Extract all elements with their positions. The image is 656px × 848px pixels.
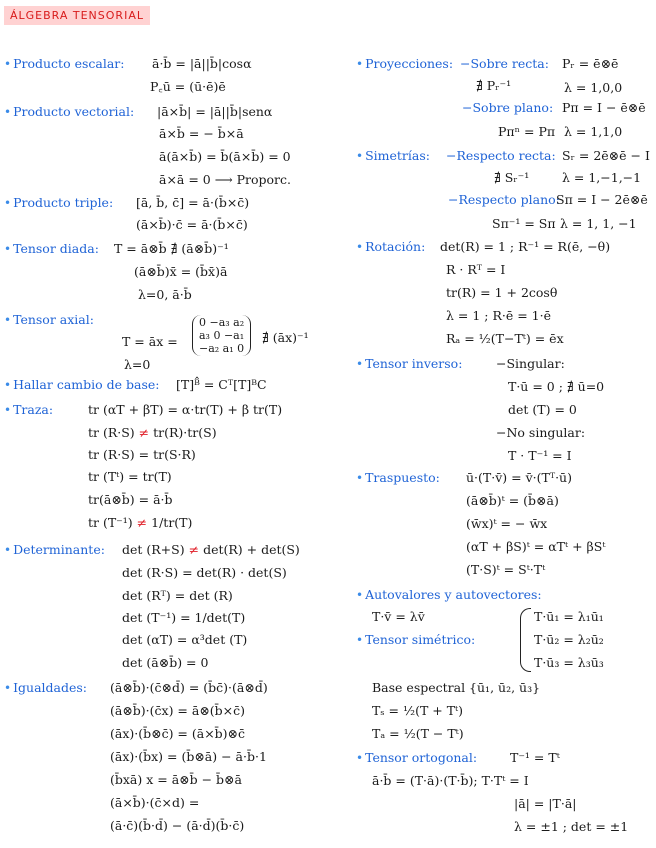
- formula-line: λ=0: [124, 357, 151, 372]
- bullet-icon: •: [4, 543, 12, 557]
- section-tensor-simetrico-head: • Tensor simétrico:: [356, 632, 476, 647]
- formula-line: ā·b̄ = |ā||b̄|cosα: [152, 56, 252, 71]
- section-proyecciones-head: • Proyecciones:: [356, 56, 454, 71]
- formula-line: (ā⊗b̄)ᵗ = (b̄⊗ā): [466, 493, 559, 508]
- bullet-icon: •: [4, 242, 12, 256]
- formula-line: ∄ (āx)⁻¹: [262, 330, 309, 345]
- bullet-icon: •: [4, 57, 12, 71]
- bullet-icon: •: [356, 149, 364, 163]
- formula-line: T = ā⊗b̄ ∄ (ā⊗b̄)⁻¹: [114, 241, 229, 256]
- section-igualdades-head: • Igualdades:: [4, 680, 87, 695]
- formula-line: [T]ᴮ̂ = Cᵀ[T]ᴮC: [176, 377, 267, 392]
- formula-line: Sᵣ = 2ē⊗ē − I: [562, 148, 650, 163]
- formula-line: Rₐ = ½(T−Tᵗ) = ēx: [446, 331, 564, 346]
- bullet-icon: •: [356, 240, 364, 254]
- formula-line: ∄ Sᵣ⁻¹: [494, 170, 530, 185]
- formula-line: R · Rᵀ = I: [446, 262, 506, 277]
- bullet-icon: •: [356, 357, 364, 371]
- section-tensor-diada-head: • Tensor diada:: [4, 241, 99, 256]
- formula-line: P꜀ū = (ū·ē)ē: [150, 79, 226, 94]
- sub-head: −Respecto plano:: [448, 192, 560, 207]
- formula-line: T⁻¹ = Tᵗ: [510, 750, 560, 765]
- bullet-icon: •: [356, 588, 364, 602]
- section-traza-head: • Traza:: [4, 402, 54, 417]
- formula-line: Sπ⁻¹ = Sπ: [492, 216, 556, 231]
- formula-line: det (R+S) ≠ det(R) + det(S): [122, 542, 300, 557]
- formula-line: det(R) = 1 ; R⁻¹ = R(ē, −θ): [440, 239, 611, 254]
- formula-line: ū·(T·v̄) = v̄·(Tᵀ·ū): [466, 470, 572, 485]
- page-title: ÁLGEBRA TENSORIAL: [4, 6, 150, 25]
- formula-line: Sπ = I − 2ē⊗ē: [556, 192, 648, 207]
- formula-line: (T·S)ᵗ = Sᵗ·Tᵗ: [466, 562, 546, 577]
- formula-line: T·ū₃ = λ₃ū₃: [534, 655, 604, 670]
- formula-line: Tₛ = ½(T + Tᵗ): [372, 703, 464, 718]
- formula-line: det (R·S) = det(R) · det(S): [122, 565, 287, 580]
- formula-line: tr(R) = 1 + 2cosθ: [446, 285, 558, 300]
- formula-line: tr (T⁻¹) ≠ 1/tr(T): [88, 515, 193, 530]
- bullet-icon: •: [356, 471, 364, 485]
- sub-head: −Sobre recta:: [460, 56, 549, 71]
- bullet-icon: •: [356, 633, 364, 647]
- section-autovalores-head: • Autovalores y autovectores:: [356, 587, 542, 602]
- matrix-row: 0 −a₃ a₂: [199, 316, 245, 329]
- formula-line: λ = 1,1,0: [564, 124, 623, 139]
- formula-line: (ā×b̄)·(c̄×d) =: [110, 795, 200, 810]
- formula-line: (ā⊗b̄)x̄ = (b̄x̄)ā: [134, 264, 228, 279]
- bullet-icon: •: [4, 403, 12, 417]
- formula-line: (ā⊗b̄)·(c̄x) = ā⊗(b̄×c̄): [110, 703, 246, 718]
- formula-line: Tₐ = ½(T − Tᵗ): [372, 726, 464, 741]
- formula-line: Pᵣ = ē⊗ē: [562, 56, 619, 71]
- formula-line: tr(ā⊗b̄) = ā·b̄: [88, 492, 173, 507]
- section-producto-triple-head: • Producto triple:: [4, 195, 114, 210]
- formula-line: tr (αT + βT) = α·tr(T) + β tr(T): [88, 402, 283, 417]
- formula-line: ∄ Pᵣ⁻¹: [476, 78, 512, 93]
- matrix-row: −a₂ a₁ 0: [199, 342, 245, 355]
- formula-line: λ = 1, 1, −1: [560, 216, 637, 231]
- section-tensor-axial-head: • Tensor axial:: [4, 312, 94, 327]
- formula-line: T·ū₂ = λ₂ū₂: [534, 632, 604, 647]
- section-traspuesto-head: • Traspuesto:: [356, 470, 440, 485]
- formula-line: −No singular:: [496, 425, 586, 440]
- formula-line: det (T) = 0: [508, 402, 577, 417]
- formula-line: T = āx =: [122, 334, 178, 349]
- formula-line: |ā×b̄| = |ā||b̄|senα: [157, 104, 273, 119]
- formula-line: det (ā⊗b̄) = 0: [122, 655, 209, 670]
- formula-line: det (αT) = α³det (T): [122, 632, 248, 647]
- formula-line: (āx)·(b̄⊗c̄) = (ā×b̄)⊗c̄: [110, 726, 246, 741]
- formula-line: T·ū = 0 ; ∄ ū=0: [508, 379, 605, 394]
- section-tensor-ortogonal-head: • Tensor ortogonal:: [356, 750, 478, 765]
- axial-matrix: [192, 315, 251, 356]
- section-producto-escalar-head: • Producto escalar:: [4, 56, 125, 71]
- section-determinante-head: • Determinante:: [4, 542, 105, 557]
- formula-line: ā·b̄ = (T·ā)·(T·b̄); T·Tᵗ = I: [372, 773, 529, 788]
- formula-line: (āx)·(b̄x) = (b̄⊗ā) − ā·b̄·1: [110, 749, 267, 764]
- formula-line: [ā, b̄, c̄] = ā·(b̄×c̄): [136, 195, 250, 210]
- formula-line: Base espectral {ū₁, ū₂, ū₃}: [372, 680, 541, 695]
- section-rotacion-head: • Rotación:: [356, 239, 426, 254]
- formula-line: T·ū₁ = λ₁ū₁: [534, 609, 604, 624]
- formula-line: tr (Tᵗ) = tr(T): [88, 469, 172, 484]
- formula-line: Pπ = I − ē⊗ē: [562, 100, 646, 115]
- sub-head: −Sobre plano:: [462, 100, 554, 115]
- formula-line: (b̄xā) x = ā⊗b̄ − b̄⊗ā: [110, 772, 242, 787]
- formula-line: ā×ā = 0 ⟶ Proporc.: [159, 172, 292, 187]
- system-brace: [520, 608, 531, 672]
- formula-line: (ā⊗b̄)·(c̄⊗d̄) = (b̄c̄)·(ā⊗d̄): [110, 680, 268, 695]
- formula-line: λ=0, ā·b̄: [138, 287, 192, 302]
- bullet-icon: •: [4, 105, 12, 119]
- section-producto-vectorial-head: • Producto vectorial:: [4, 104, 135, 119]
- bullet-icon: •: [4, 313, 12, 327]
- formula-line: Pπⁿ = Pπ: [498, 124, 556, 139]
- bullet-icon: •: [4, 196, 12, 210]
- bullet-icon: •: [356, 57, 364, 71]
- formula-line: λ = ±1 ; det = ±1: [514, 819, 629, 834]
- sub-head: −Respecto recta:: [446, 148, 556, 163]
- bullet-icon: •: [356, 751, 364, 765]
- formula-line: tr (R·S) ≠ tr(R)·tr(S): [88, 425, 217, 440]
- bullet-icon: •: [4, 378, 12, 392]
- bullet-icon: •: [4, 681, 12, 695]
- formula-line: ā(ā×b̄) = b̄(ā×b̄) = 0: [159, 149, 291, 164]
- section-simetrias-head: • Simetrías:: [356, 148, 430, 163]
- formula-line: T · T⁻¹ = I: [508, 448, 572, 463]
- formula-line: (w̄x)ᵗ = − w̄x: [466, 516, 548, 531]
- formula-line: T·v̄ = λv̄: [372, 609, 425, 624]
- formula-line: det (Rᵀ) = det (R): [122, 588, 233, 603]
- formula-line: (αT + βS)ᵗ = αTᵗ + βSᵗ: [466, 539, 606, 554]
- formula-line: det (T⁻¹) = 1/det(T): [122, 610, 246, 625]
- section-cambio-base-head: • Hallar cambio de base:: [4, 377, 160, 392]
- formula-line: λ = 1 ; R·ē = 1·ē: [446, 308, 551, 323]
- matrix-row: a₃ 0 −a₁: [199, 329, 245, 342]
- formula-line: λ = 1,−1,−1: [562, 170, 642, 185]
- formula-line: |ā| = |T·ā|: [514, 796, 577, 811]
- formula-line: ā×b̄ = − b̄×ā: [159, 126, 244, 141]
- formula-line: (ā×b̄)·c̄ = ā·(b̄×c̄): [136, 217, 248, 232]
- formula-line: tr (R·S) = tr(S·R): [88, 447, 196, 462]
- section-tensor-inverso-head: • Tensor inverso:: [356, 356, 463, 371]
- formula-line: λ = 1,0,0: [564, 80, 623, 95]
- formula-line: (ā·c̄)(b̄·d̄) − (ā·d̄)(b̄·c̄): [110, 818, 245, 833]
- formula-line: −Singular:: [496, 356, 565, 371]
